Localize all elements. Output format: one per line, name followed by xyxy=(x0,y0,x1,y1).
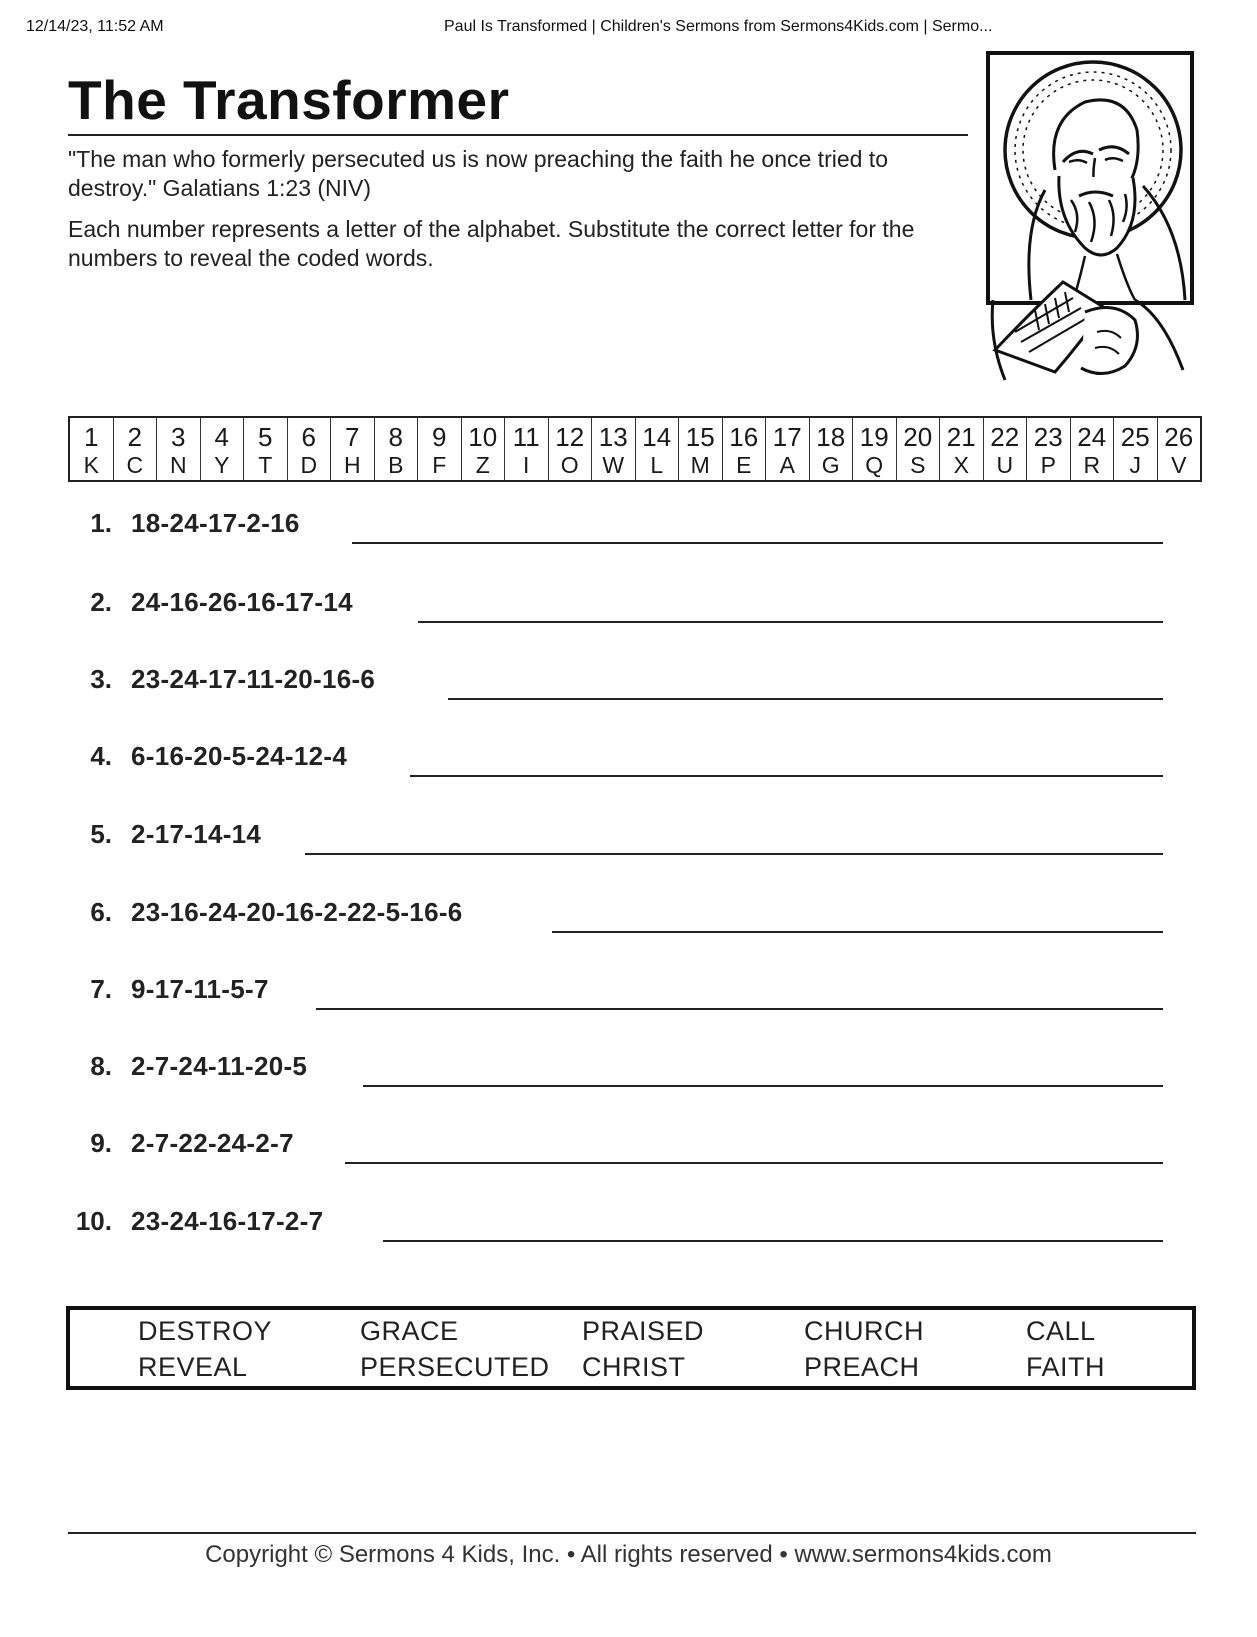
cipher-cell xyxy=(1071,418,1115,480)
word-bank-word: CHRIST xyxy=(582,1352,686,1382)
puzzle-row xyxy=(0,897,1257,937)
cipher-cell xyxy=(331,418,375,480)
puzzle-code: 2-7-24-11-20-5 xyxy=(131,1051,308,1081)
cipher-letter: L xyxy=(650,452,664,478)
puzzle-code: 23-24-16-17-2-7 xyxy=(131,1206,324,1236)
cipher-number: 9 xyxy=(432,422,447,452)
cipher-cell xyxy=(418,418,462,480)
cipher-letter: I xyxy=(523,452,530,478)
word-bank-word: PRAISED xyxy=(582,1316,705,1346)
footer-divider xyxy=(68,1532,1196,1534)
puzzle-row xyxy=(0,664,1257,704)
cipher-number: 10 xyxy=(468,422,498,452)
puzzle-code: 23-24-17-11-20-16-6 xyxy=(131,664,376,694)
cipher-cell xyxy=(1027,418,1071,480)
puzzle-row xyxy=(0,741,1257,781)
cipher-letter: B xyxy=(388,452,404,478)
puzzle-number: 9. xyxy=(90,1128,112,1158)
word-bank-word: REVEAL xyxy=(138,1352,248,1382)
cipher-number: 12 xyxy=(555,422,585,452)
puzzle-row xyxy=(0,508,1257,548)
cipher-number: 26 xyxy=(1164,422,1194,452)
cipher-letter: Z xyxy=(475,452,490,478)
print-page-title: Paul Is Transformed | Children's Sermons from Sermons4Kids.com | Sermo... xyxy=(444,18,993,35)
cipher-cell xyxy=(1114,418,1158,480)
title-divider xyxy=(68,134,968,136)
cipher-number: 4 xyxy=(214,422,229,452)
print-header xyxy=(26,18,1231,40)
worksheet-title: The Transformer xyxy=(68,69,510,131)
word-bank-word: DESTROY xyxy=(138,1316,273,1346)
cipher-letter: H xyxy=(343,452,361,478)
cipher-cell xyxy=(853,418,897,480)
puzzle-row xyxy=(0,819,1257,859)
cipher-number: 11 xyxy=(512,422,540,452)
puzzle-number: 8. xyxy=(90,1051,112,1081)
puzzle-number: 1. xyxy=(90,508,112,538)
cipher-cell xyxy=(70,418,114,480)
cipher-cell xyxy=(549,418,593,480)
cipher-cell xyxy=(244,418,288,480)
cipher-letter: X xyxy=(953,452,969,478)
cipher-cell xyxy=(201,418,245,480)
cipher-number: 17 xyxy=(772,422,802,452)
puzzle-code: 18-24-17-2-16 xyxy=(131,508,300,538)
cipher-letter: A xyxy=(779,452,795,478)
cipher-letter: T xyxy=(258,452,273,478)
word-bank-word: CHURCH xyxy=(804,1316,924,1346)
word-bank-word: CALL xyxy=(1026,1316,1096,1346)
cipher-cell xyxy=(114,418,158,480)
puzzle-code: 24-16-26-16-17-14 xyxy=(131,587,353,617)
puzzle-number: 2. xyxy=(90,587,112,617)
cipher-number: 20 xyxy=(903,422,933,452)
answer-line[interactable] xyxy=(410,775,1163,777)
puzzle-row xyxy=(0,587,1257,627)
cipher-letter: P xyxy=(1040,452,1056,478)
cipher-letter: Q xyxy=(865,452,884,478)
cipher-number: 19 xyxy=(859,422,889,452)
puzzle-number: 7. xyxy=(90,974,112,1004)
cipher-letter: V xyxy=(1171,452,1187,478)
instructions: Each number represents a letter of the alphabet. Substitute the correct letter for the numbers to reveal the coded words. xyxy=(68,216,915,271)
cipher-number: 21 xyxy=(946,422,976,452)
apostle-paul-icon xyxy=(985,50,1195,385)
puzzle-number: 4. xyxy=(90,741,112,771)
cipher-number: 22 xyxy=(990,422,1020,452)
cipher-cell xyxy=(679,418,723,480)
answer-line[interactable] xyxy=(345,1162,1163,1164)
cipher-number: 8 xyxy=(388,422,403,452)
answer-line[interactable] xyxy=(418,621,1163,623)
word-bank-word: PREACH xyxy=(804,1352,920,1382)
cipher-number: 18 xyxy=(816,422,846,452)
cipher-cell xyxy=(592,418,636,480)
answer-line[interactable] xyxy=(383,1240,1163,1242)
cipher-letter: J xyxy=(1129,452,1141,478)
puzzle-number: 5. xyxy=(90,819,112,849)
cipher-cell xyxy=(375,418,419,480)
cipher-letter: U xyxy=(996,452,1014,478)
answer-line[interactable] xyxy=(363,1085,1163,1087)
cipher-letter: S xyxy=(910,452,926,478)
answer-line[interactable] xyxy=(305,853,1163,855)
puzzle-code: 6-16-20-5-24-12-4 xyxy=(131,741,348,771)
cipher-number: 6 xyxy=(301,422,316,452)
puzzle-number: 3. xyxy=(90,664,112,694)
cipher-letter: R xyxy=(1083,452,1101,478)
puzzle-row xyxy=(0,974,1257,1014)
cipher-number: 5 xyxy=(258,422,273,452)
cipher-cell xyxy=(636,418,680,480)
answer-line[interactable] xyxy=(316,1008,1163,1010)
puzzle-code: 23-16-24-20-16-2-22-5-16-6 xyxy=(131,897,463,927)
puzzle-code: 9-17-11-5-7 xyxy=(131,974,269,1004)
answer-line[interactable] xyxy=(552,931,1163,933)
puzzle-number: 10. xyxy=(75,1206,112,1236)
cipher-cell xyxy=(940,418,984,480)
answer-line[interactable] xyxy=(352,542,1163,544)
cipher-key-table xyxy=(68,416,1202,482)
cipher-number: 24 xyxy=(1077,422,1107,452)
cipher-cell xyxy=(766,418,810,480)
cipher-cell xyxy=(462,418,506,480)
cipher-number: 13 xyxy=(598,422,628,452)
cipher-number: 15 xyxy=(685,422,715,452)
copyright-notice: Copyright © Sermons 4 Kids, Inc. • All rights reserved • www.sermons4kids.com xyxy=(205,1541,1052,1568)
puzzle-code: 2-17-14-14 xyxy=(131,819,262,849)
cipher-letter: D xyxy=(300,452,318,478)
cipher-cell xyxy=(723,418,767,480)
cipher-letter: K xyxy=(83,452,99,478)
cipher-number: 16 xyxy=(729,422,759,452)
puzzle-row xyxy=(0,1128,1257,1168)
cipher-cell xyxy=(157,418,201,480)
cipher-number: 7 xyxy=(345,422,360,452)
cipher-cell xyxy=(288,418,332,480)
cipher-letter: F xyxy=(432,452,447,478)
cipher-letter: N xyxy=(169,452,187,478)
cipher-letter: W xyxy=(602,452,625,478)
answer-line[interactable] xyxy=(448,698,1163,700)
cipher-number: 2 xyxy=(127,422,142,452)
word-bank-word: PERSECUTED xyxy=(360,1352,550,1382)
bible-verse: "The man who formerly persecuted us is now preaching the faith he once tried to destroy." Galatians 1:23 (NIV) xyxy=(68,146,888,201)
cipher-letter: M xyxy=(690,452,710,478)
cipher-cell xyxy=(984,418,1028,480)
cipher-number: 23 xyxy=(1033,422,1063,452)
cipher-letter: G xyxy=(821,452,840,478)
word-bank-word: FAITH xyxy=(1026,1352,1106,1382)
puzzle-code: 2-7-22-24-2-7 xyxy=(131,1128,294,1158)
cipher-cell xyxy=(1158,418,1201,480)
print-date: 12/14/23, 11:52 AM xyxy=(26,18,164,35)
cipher-cell xyxy=(897,418,941,480)
cipher-number: 25 xyxy=(1120,422,1150,452)
word-bank xyxy=(66,1306,1196,1390)
word-bank-word: GRACE xyxy=(360,1316,459,1346)
cipher-number: 1 xyxy=(84,422,99,452)
puzzle-row xyxy=(0,1206,1257,1246)
cipher-number: 3 xyxy=(171,422,186,452)
cipher-letter: C xyxy=(126,452,144,478)
cipher-letter: Y xyxy=(214,452,230,478)
cipher-letter: O xyxy=(560,452,579,478)
cipher-cell xyxy=(505,418,549,480)
cipher-letter: E xyxy=(736,452,752,478)
puzzle-number: 6. xyxy=(90,897,112,927)
cipher-number: 14 xyxy=(642,422,672,452)
cipher-cell xyxy=(810,418,854,480)
puzzle-row xyxy=(0,1051,1257,1091)
